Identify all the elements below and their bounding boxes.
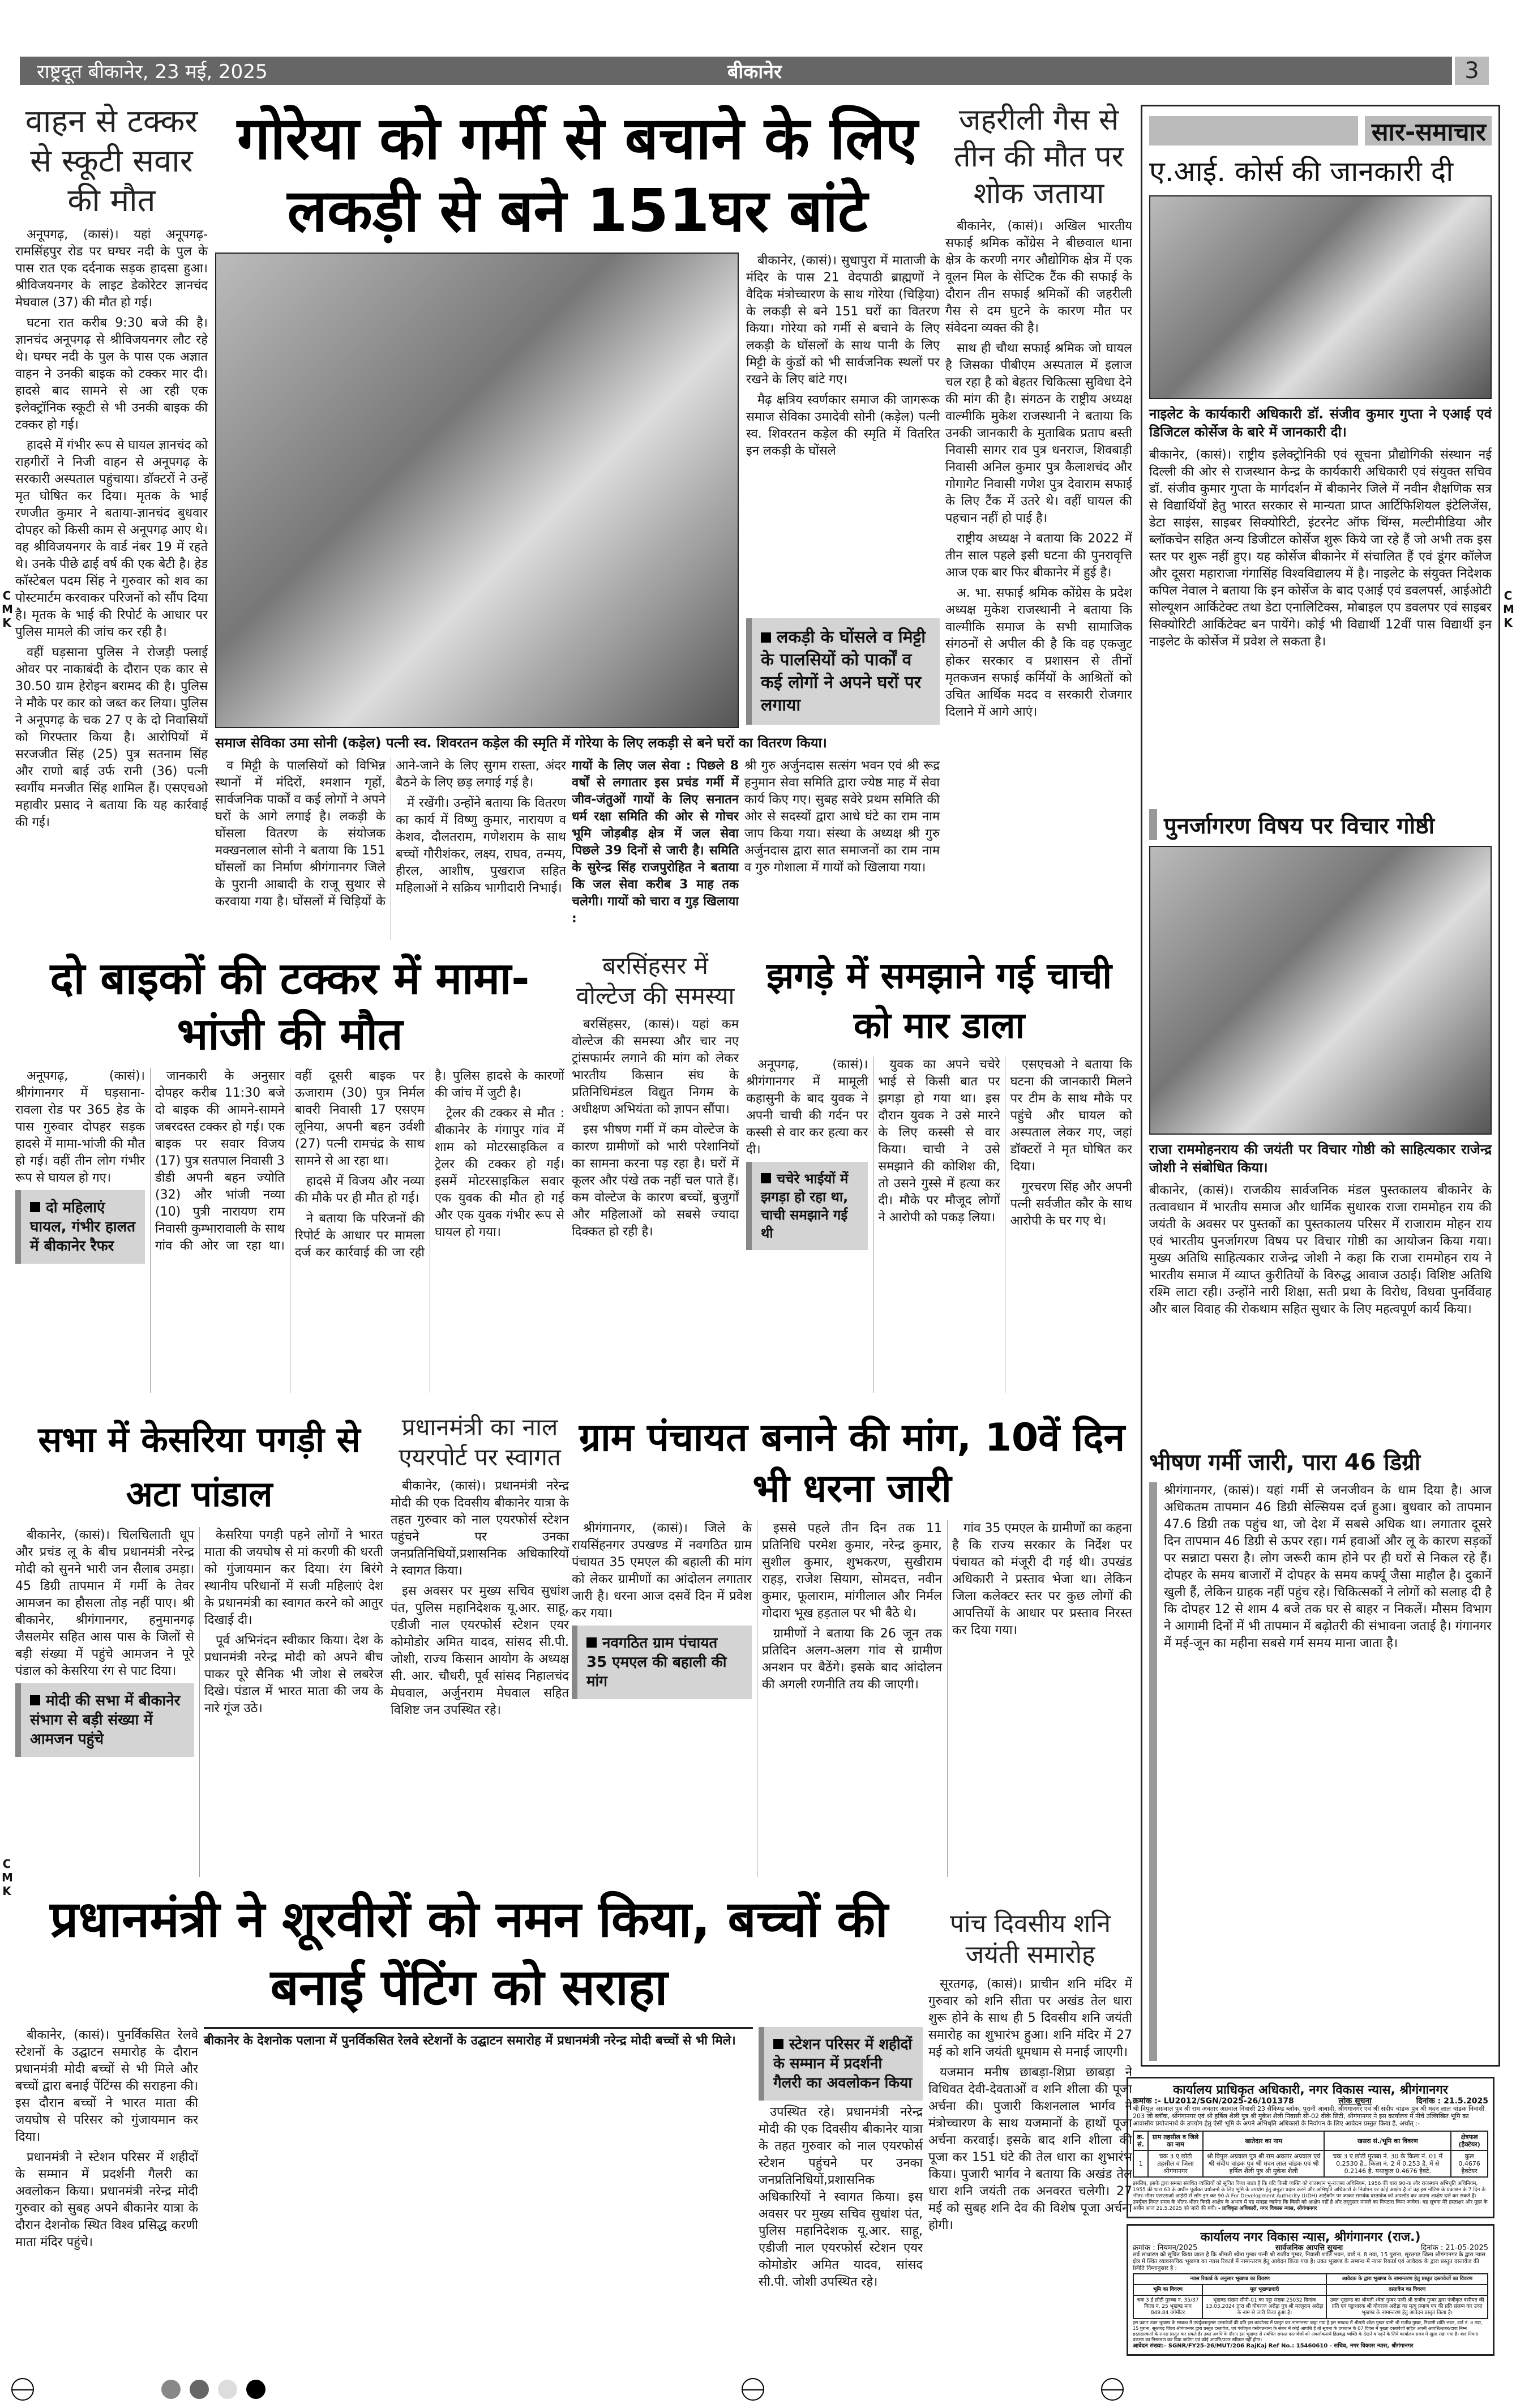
paragraph: इससे पहले तीन दिन तक 11 प्रतिनिधि परमेश कुमार, नरेन्द्र कुमार, सुशील कुमार, शुभकरण, सुखीराम राहड़, राजेश सियाग, सोमदत्त, नवीन कुमार, फूलाराम, मांगीलाल और निर्मल गोदारा भूख हड़ताल पर भी बैठे थे। (762, 1521, 942, 1620)
caption-ai-course: नाइलेट के कार्यकारी अधिकारी डॉ. संजीव कुमार गुप्ता ने एआई एवं डिजिटल कोर्सेज के बारे में जानकारी दी। (1149, 406, 1492, 440)
public-notice-objection (1127, 2224, 1494, 2356)
pm-body-row (15, 2027, 923, 2369)
paragraph: बीकानेर, (कासं)। सुधापुरा में माताजी के मंदिर के पास 21 वेदपाठी ब्राह्मणों ने वैदिक मंत्रोच्चारण के साथ गोरेया (चिड़िया) के लकड़ी से बने 151 घरों का वितरण किया। गोरेया को गर्मी से बचाने के लिए लकड़ी के घोंसलों के साथ पानी के लिए मिट्टी के कुंडों को भी सार्वजनिक स्थलों पर रखने के लिए बांटे गए। (746, 254, 940, 387)
story-bikes (15, 951, 564, 1393)
story-voltage (572, 951, 739, 1393)
page-number: 3 (1455, 57, 1489, 85)
registration-mark-icon (1101, 2378, 1124, 2401)
story-scooty (15, 102, 208, 940)
story-panchayat (572, 1413, 1132, 1877)
headline-shani: पांच दिवसीय शनि जयंती समारोह (950, 1909, 1111, 1969)
paragraph: बीकानेर, (कासं)। चिलचिलाती धूप और प्रचंड लू के बीच प्रधानमंत्री नरेन्द्र मोदी को सुनने भारी जन सैलाब उमड़ा। 45 डिग्री तापमान में गर्मी के तेवर आमजन का हौसला तोड़ नहीं पाए। श्री बीकानेर, श्रीगंगानगर, हनुमानगढ़ जैसलमेर सहित आस पास के जिलों से बड़ी संख्या में पहुंचे आमजन ने पूरे पंडाल को केसरिया रंग से पाट दिया। (15, 1528, 194, 1678)
paragraph: हादसे में विजय और नव्या की मौके पर ही मौत हो गई। (295, 1174, 425, 1205)
headline-seminar: पुनर्जागरण विषय पर विचार गोष्ठी (1149, 809, 1492, 840)
paragraph: बीकानेर, (कासं)। पुनर्विकसित रेलवे स्टेशनों के उद्घाटन समारोह के दौरान प्रधानमंत्री मोदी बच्चों से भी मिले और बच्चों द्वारा बनाई पेंटिंग्स की सराहना की। इस दौरान बच्चों ने भारत माता की जयघोष से परिसर को गुंजायमान कर दिया। (15, 2028, 198, 2144)
notice-title: कार्यालय प्राधिकृत अधिकारी, नगर विकास न्यास, श्रीगंगानगर (1173, 2083, 1448, 2097)
paragraph: इस भीषण गर्मी में कम वोल्टेज के कारण ग्रामीणों को भारी परेशानियों का सामना करना पड़ रहा है। घरों में कूलर और पंखे तक नहीं चल पाते हैं। कम वोल्टेज के कारण बच्चों, बुजुर्गों और महिलाओं को सबसे ज्यादा दिक्कत हो रही है। (572, 1123, 739, 1239)
paragraph: राष्ट्रीय अध्यक्ष ने बताया कि 2022 में तीन साल पहले इसी घटना की पुनरावृत्ति आज एक बार फिर बीकानेर में हुई है। (945, 532, 1132, 580)
table-row (1133, 2295, 1488, 2319)
notice-intro: सर्व साधारण को सूचित किया जाता है कि श्रीमती श्वेता गुम्बर पत्नी श्री राजीव गुम्बर, निवासी शांति भवन, वार्ड नं. 8 नया, 15 पुराना, सूरतगढ़ जिला श्रीगंगानगर के द्वारा न्यास क्षेत्र में स्थित व्यावसायिक भूखण्ड का न्यास रिकार्ड में नामान्तरण हेतु आवेदन किया गया है। उक्त भूखण्ड के सम्बन्ध में न्यास रिकार्ड एवं आवेदक के द्वारा प्रस्तुत दस्तावेज की स्थिति निम्नानुसार है : (1133, 2252, 1486, 2272)
table-header: खसरा सं./भूमि का विवरण (1324, 2131, 1451, 2150)
color-dot (246, 2380, 265, 2399)
notice-ref: क्रमांक :- LU2012/SGN/2025-26/101378 (1133, 2097, 1294, 2106)
highlight-text: नवगठित ग्राम पंचायत 35 एमएल की बहाली की मांग (586, 1635, 727, 1690)
story-pagdi-body (15, 1527, 383, 1877)
bullet-square-icon (761, 1173, 771, 1183)
caption-pm: बीकानेर के देशनोक पलाना में पुनर्विकसित रेलवे स्टेशनों के उद्घाटन समारोह में प्रधानमंत्री नरेन्द्र मोदी बच्चों से भी मिले। (204, 2034, 736, 2048)
color-mark-left: CMK (2, 589, 13, 630)
paragraph: मैढ़ क्षत्रिय स्वर्णकार समाज की जागरूक समाज सेविका उमादेवी सोनी (कड़ेल) पत्नी स्व. शिवरतन कड़ेल की स्मृति में वितरित इन लकड़ी के घोंसले (746, 393, 940, 458)
color-dot (161, 2380, 181, 2399)
story-aunt-body (746, 1057, 1132, 1393)
notice-footer: इस प्रकार उक्त भूखण्ड के सम्बन्ध में उपर्युक्तानुसार दस्तावेजों की प्रति इस कार्यालय में प्रस्तुत कर नामान्तरण चाहा गया है इस सम्बन्ध में श्रीमती श्वेता गुम्बर पत्नी श्री राजीव गुम्बर, निवासी शांति भवन, वार्ड नं. 8 नया, 15 पुराना, सूरतगढ़ जिला श्रीगंगानगर द्वारा प्रस्तुत दस्तावेज, एवं पंजीकृत वसीयतनामा के संबंध में कोई आपत्ति है तो सूचना के प्रकाशन के 07 दिवस में पुख्ता दस्तावेजों सहित अपनी आपत्ति/उजर/दावा निम्न हस्ताक्षरकर्ता के समक्ष प्रस्तुत कर सकते हैं। उक्त अवधि के दौरान इस भूखण्ड से संबंधित समस्त दस्तावेजों को अवलोकनार्थ हितबद्ध व्यक्ति के देखने व पढ़ने के लिये कार्यालय समय में खुला रखा गया है। बाद मियाद प्रकरण का निस्तारण कर दिया जावेगा एवं कोई आपत्ति/उजर स्वीकार नहीं होगा। (1133, 2320, 1483, 2342)
paragraph: अनूपगढ़, (कासं)। श्रीगंगानगर में घड़साना-रावला रोड पर 365 हेड के पास गुरुवार दोपहर सड़क हादसे में मामा-भांजी की मौत हो गई। वहीं तीन लोग गंभीर रूप से घायल हो गए। (15, 1069, 145, 1185)
registration-mark-icon (11, 2378, 34, 2401)
paragraph: बीकानेर, (कासं)। अखिल भारतीय सफाई श्रमिक कोंग्रेस ने बीछवाल थाना क्षेत्र के करणी नगर औद्योगिक क्षेत्र में एक वूलन मिल के सेप्टिक टैंक की सफाई के दौरान तीन सफाई श्रमिकों की जहरीली गैस से दम घुटने के कारण मौत पर संवेदना व्यक्त की है। (945, 219, 1132, 335)
cell: उक्त भूखण्ड का श्रीमती श्वेता गुम्बर पत्नी श्री राजीव गुम्बर द्वारा पंजीकृत वसीयत की प्रति एवं पट्टाधारक श्री योगराज अरोड़ा का मृत्यु प्रमाण पत्र की प्रति संलग्न कर उक्त भूखण्ड के नामान्तरण हेतु आवेदन प्रस्तुत किया है। (1326, 2295, 1488, 2319)
masthead-date: राष्ट्रदूत बीकानेर, 23 मई, 2025 (37, 61, 268, 83)
notice-footer: इसलिए, इसके द्वारा समस्त संबंधित व्यक्तियों को सूचित किया जाता है कि यदि किसी व्यक्ति को राजस्थान भू-राजस्व अधिनियम, 1956 की धारा 90-क और राजस्थान अभिधृति अधिनियम, 1955 की धारा 63 के अधीन पूर्वोक्त प्रयोजनों के लिए भूमि के उपयोग हेतु अनुज्ञा प्रदान करने और अभिधृति अधिकारों के निर्वापन पर कोई आक्षेप है तो वह इस नोटिस के प्रकाशन के 7 दिन के भीतर-भीतर एसएसओ आईडी से लॉग इन कर 90-A For Development Authority (UDH) आईकॉन पर जाकर समर्थक दस्तावेज को अपलोड कर अपना आक्षेप दर्ज कर सकते हैं। उपर्युक्त नियत समय के भीतर-भीतर किसी आक्षेप के अभाव में यह समझा जायेगा कि किसी को आक्षेप नहीं है और तद्नुसार मामले का निपटारा किया जायेगा। यह सूचना मेरे हस्ताक्षर और मुहर के अधीन आज 21.5.2025 को जारी की गयी। (1133, 2181, 1488, 2212)
photo-seminar (1149, 846, 1492, 1135)
story-scooty-body (15, 226, 208, 940)
highlight-text: मोदी की सभा में बीकानेर संभाग से बड़ी संख्या में आमजन पहुंचे (30, 1692, 181, 1748)
color-dot (190, 2380, 209, 2399)
paragraph: एसएचओ ने बताया कि घटना की जानकारी मिलने पर टीम के साथ मौके पर पहुंचे और घायल को अस्पताल लेकर गए, जहां डॉक्टरों ने मृत घोषित कर दिया। (1010, 1058, 1132, 1174)
highlight-text: दो महिलाएं घायल, गंभीर हालत में बीकानेर रैफर (30, 1199, 136, 1255)
caption-seminar: राजा राममोहनराय की जयंती पर विचार गोष्ठी को साहित्यकार राजेन्द्र जोशी ने संबोधित किया। (1149, 1141, 1492, 1175)
bullet-square-icon (30, 1695, 40, 1705)
section-title: सार-समाचार (1358, 114, 1486, 148)
paragraph: अनूपगढ़, (कासं)। श्रीगंगानगर में मामूली कहासुनी के बाद युवक ने अपनी चाची की गर्दन पर कस्सी से वार कर हत्या कर दी। (746, 1058, 868, 1157)
story-ai-body: बीकानेर, (कासं)। राष्ट्रीय इलेक्ट्रोनिकी एवं सूचना प्रौद्योगिकी संस्थान नई दिल्ली की ओर से राजस्थान केन्द्र के कार्यकारी अधिकारी एवं संयुक्त सचिव डॉ. संजीव कुमार गुप्ता के मार्गदर्शन में बीकानेर जिले में नवीन शैक्षणिक सत्र से विद्यार्थियों हेतु भारत सरकार से मान्यता प्राप्त आर्टिफिशियल इंटेलिजेंस, डेटा साइंस, साइबर सिक्योरिटी, इंटरनेट ऑफ थिंग्स, मल्टीमीडिया और ब्लॉकचेन सहित अन्य डिजीटल कोर्सेज शुरू किये जा रहे हैं जो अभी तक इस स्तर पर शुरू नहीं हुए। यह कोर्सेज बीकानेर में संचालित हैं एवं डूंगर कॉलेज और दूसरा महाराजा गंगासिंह विश्वविद्यालय में है। नाइलेट के संयुक्त निदेशक कपिल नेवाल ने बताया कि इन कोर्सेज के बाद एआई एवं डवलपर्स, आईओटी सोल्यूशन आर्किटेक्ट तथा डेटा एनालिटिक्स, मोबाइल एप डवलपर एवं साइबर सिक्योरिटी आर्किटेक्ट बन पायेंगे। कोई भी विद्यार्थी 12वीं पास विद्यार्थी इन नाइलेट के कोर्सेज में प्रवेश ले सकता है। (1149, 448, 1492, 649)
masthead-section: बीकानेर (727, 61, 782, 83)
bullet-square-icon (773, 2039, 783, 2049)
color-dot (218, 2380, 237, 2399)
paragraph: अ. भा. सफाई श्रमिक कोंग्रेस के प्रदेश अध्यक्ष मुकेश राजस्थानी ने बताया कि वाल्मीकि समाज के सभी सामाजिक संगठनों से अपील की है कि वह एकजुट होकर सरकार व प्रशासन से तीनों मृतकजन सफाई कर्मियों के आश्रितों को उचित आर्थिक मदद व सरकारी रोजगार दिलाने में आगे आएं। (945, 586, 1132, 719)
story-goreya (215, 102, 940, 940)
story-goreya-body (746, 253, 940, 615)
highlight-box-pagdi (15, 1683, 194, 1757)
story-water-service: गायों के लिए जल सेवा : पिछले 8 वर्षों से लगातार इस प्रचंड गर्मी में जीव-जंतुओं गायों के लिए सनातन धर्म रक्षा समिति की ओर से गोचर भूमि जोड़बीड़ क्षेत्र में जल सेवा पिछले 39 दिनों से जारी है। समिति के सुरेन्द्र सिंह राजपुरोहित ने बताया कि जल सेवा करीब 3 माह तक चलेगी। गायों को चारा व गुड़ खिलाया : (572, 759, 739, 926)
story-gas-body (945, 218, 1132, 940)
notice-sign: - प्राधिकृत अधिकारी, नगर विकास न्यास, श्रीगंगानगर (1218, 2206, 1317, 2212)
cell: 1 (1133, 2150, 1148, 2177)
notices-column (1127, 2077, 1494, 2356)
headline-bikes: दो बाइकों की टक्कर में मामा-भांजी की मौत (50, 953, 530, 1060)
headline-scooty: वाहन से टक्कर से स्कूटी सवार की मौत (25, 103, 198, 219)
table-header: दस्तावेज का विवरण (1326, 2285, 1488, 2295)
story-pm-body (15, 2027, 198, 2369)
notice-intro: श्री विपुल अग्रवाल पुत्र श्री राम अवतार अग्रवाल निवासी 23 सैकिण्ड ब्लॉक, पुरानी आबादी, श्रीगंगानगर एवं श्री संदीप चांडक पुत्र श्री मदन लाल चांडक निवासी 203 जी ब्लॉक, श्रीगंगानगर एवं श्री हर्षिल शैली पुत्र श्री मुकेश शैली निवासी सी-02 वीके सिटी, श्रीगंगानगर ने इस कार्यालय में नीचे उल्लिखित भूमि का आवासीय प्रयोजनार्थ के उपयोग हेतु ऐसी भूमि के अपने अभिधृति अधिकारों के निर्वापन के लिए आवेदन प्रस्तुत किया है, अर्थात् :- (1133, 2105, 1485, 2127)
notice-ref: क्रमांक : नियमन/2025 (1133, 2244, 1198, 2252)
pm-side-column (759, 2027, 923, 2369)
highlight-box-panchayat (572, 1626, 752, 1699)
photo-goreya-distribution (215, 253, 739, 728)
table-header: खातेदार का नाम (1203, 2131, 1325, 2150)
notice-table (1133, 2131, 1488, 2178)
story-aunt (746, 951, 1132, 1393)
sidebar-content (1149, 116, 1492, 2061)
story-heat-body: श्रीगंगानगर, (कासं)। यहां गर्मी से जनजीवन के धाम दिया है। आज अधिकतम तापमान 46 डिग्री सेल्सियस दर्ज हुआ। बुधवार को तापमान 47.6 डिग्री तक पहुंच था, जो देश में सबसे अधिक था। लगातार दूसरे दिन तापमान 46 डिग्री से ऊपर रहा। गर्म हवाओं और लू के कारण सड़कों पर सन्नाटा पसरा है। लोग जरूरी काम होने पर ही घरों से निकल रहे हैं। दोपहर के समय बाजारों में दोपहर के समय कर्फ्यू जैसा माहौल है। दुकानें खुली हैं, लेकिन ग्राहक नहीं पहुंच रहे। चिकित्सकों ने लोगों को सलाह दी है कि दोपहर 12 से शाम 4 बजे तक घर से बाहर न निकलें। मौसम विभाग ने आगामी दिनों में भी तापमान में बढ़ोतरी की संभावना जताई है। गंगानगर में मई-जून का महीना सबसे गर्म समय माना जाता है। (1149, 1482, 1492, 2061)
table-header: मूल भूखण्डधारी (1202, 2285, 1326, 2295)
cell: चक 3 ए छोटी तहसील व जिला श्रीगंगानगर (1148, 2150, 1203, 2177)
highlight-text: स्टेशन परिसर में शहीदों के सम्मान में प्रदर्शनी गैलरी का अवलोकन किया (773, 2036, 913, 2092)
color-mark-left-lower: CMK (2, 1857, 13, 1898)
highlight-box-pm (759, 2027, 923, 2101)
notice-date: दिनांक : 21.5.2025 (1416, 2097, 1488, 2106)
photo-ai-course (1149, 195, 1492, 399)
headline-gas: जहरीली गैस से तीन की मौत पर शोक जताया (954, 103, 1124, 211)
table-header: क्र. सं. (1133, 2131, 1148, 2150)
story-shani (928, 1908, 1132, 2369)
bullet-square-icon (761, 632, 771, 643)
paragraph: प्रधानमंत्री ने स्टेशन परिसर में शहीदों के सम्मान में प्रदर्शनी गैलरी का अवलोकन किया। प्रधानमंत्री नरेन्द्र मोदी गुरुवार को सुबह अपने बीकानेर यात्रा के दौरान देशनोक स्थित विश्व प्रसिद्ध करणी माता मंदिर पहुंचे। (15, 2150, 198, 2249)
notice-table (1133, 2273, 1488, 2319)
paragraph: श्रीगंगानगर, (कासं)। जिले के रायसिंहनगर उपखण्ड में नवगठित ग्राम पंचायत 35 एमएल की बहाली की मांग को लेकर ग्रामीणों का आंदोलन लगातार जारी है। धरना आज दसवें दिन में प्रवेश कर गया। (572, 1521, 752, 1620)
paragraph: साथ ही चौथा सफाई श्रमिक जो घायल है जिसका पीबीएम अस्पताल में इलाज चल रहा है को बेहतर चिकित्सा सुविधा देने की मांग की है। संगठन के राष्ट्रीय अध्यक्ष वाल्मीकि मुकेश राजस्थानी ने बताया कि उनकी जानकारी के मुताबिक प्रताप बस्ती निवासी सागर राव पुत्र धनराज, शिवबाड़ी निवासी अनिल कुमार पुत्र कैलाशचंद और गोगागेट निवासी गणेश पुत्र देवाराम सफाई के लिए टैंक में उतरे थे। वहीं घायल की पहचान नहीं हो पाई है। (945, 341, 1132, 525)
highlight-text: चचेरे भाईयों में झगड़ा हो रहा था, चाची समझाने गई थी (761, 1171, 849, 1241)
cell: श्री विपुल अग्रवाल पुत्र श्री राम अवतार अग्रवाल एवं श्री संदीप चांडक पुत्र श्री मदन लाल चांडक एवं श्री हर्षिल शैली पुत्र श्री मुकेश शैली (1203, 2150, 1325, 2177)
paragraph: यजमान मनीष छाबड़ा-शिप्रा छाबड़ा ने विधिवत देवी-देवताओं व शनि शीला की पूजा अर्चना की। पुजारी किशनलाल भार्गव ने मंत्रोच्चारण के साथ यजमानों के हाथों पूजा अर्चना करवाई। इसके बाद शनि शीला की पूजा कर 151 घंटे की तेल धारा का शुभारंभ किया। पुजारी भार्गव ने बताया कि अखंड तेल धारा शनि जयंती तक अनवरत चलेगी। 27 मई को सुबह शनि देव की विशेष पूजा अर्चना होगी। (928, 2065, 1132, 2232)
paragraph: ट्रेलर की टक्कर से मौत : बीकानेर के गंगापुर गांव में शाम को मोटरसाइकिल व ट्रेलर की टक्कर हो गई। इसमें मोटरसाइकिल सवार एक युवक की मौत हो गई और एक युवक गंभीर रूप से घायल हो गया। (435, 1106, 564, 1239)
headline-goreya: गोरेया को गर्मी से बचाने के लिए लकड़ी से बने 151घर बांटे (237, 104, 918, 245)
bullet-square-icon (30, 1202, 40, 1212)
headline-panchayat: ग्राम पंचायत बनाने की मांग, 10वें दिन भी धरना जारी (579, 1415, 1125, 1511)
highlight-box-aunt (746, 1162, 868, 1250)
cell: भूखण्ड संख्या सीपी-01 का पट्टा संख्या 25032 दिनांक 13.03.2024 द्वारा श्री योगराज अरोड़ा पुत्र श्री मल्लूराम अरोड़ा के नाम से जारी किया हुआ है। (1202, 2295, 1326, 2319)
registration-mark-icon (742, 2378, 764, 2401)
headline-airport: प्रधानमंत्री का नाल एयरपोर्ट पर स्वागत (399, 1413, 561, 1471)
paragraph: वहीं घड़साना पुलिस ने रोजड़ी फ्लाई ओवर पर नाकाबंदी के दौरान एक कार से 30.50 ग्राम हेरोइन बरामद की है। पुलिस ने मौके पर कार को जब्त कर लिया। पुलिस ने अनूपगढ़ के चक 27 ए के दो निवासियों को गिरफ्तार किया है। आरोपियों में सरजजीत सिंह (25) पुत्र सतनाम सिंह और राणो बाई उर्फ रानी (36) पत्नी स्वर्गीय मनजीत सिंह शामिल हैं। एसएचओ महावीर प्रसाद ने बताया कि यह कार्रवाई की गई। (15, 645, 208, 829)
story-airport (391, 1413, 569, 1877)
paragraph: व मिट्टी के पालसियों को विभिन्न स्थानों में मंदिरों, श्मशान गृहों, सार्वजनिक पार्कों व कई लोगों ने अपने घरों के आगे लगाई है। लकड़ी के घोंसला वितरण के संयोजक मक्खनलाल सोनी ने बताया कि 151 घोंसलों का निर्माण श्रीगंगानगर जिले के पुरानी आबादी के राजू सुथार से करवाया गया है। घोंसलों में चिड़ियों के आने-जाने के लिए सुगम रास्ता, अंदर बैठने के लिए छड़ लगाई गई है। (215, 759, 566, 909)
highlight-box-goreya (746, 618, 940, 725)
public-notice-trust (1127, 2077, 1494, 2218)
paragraph: जानकारी के अनुसार दोपहर करीब 11:30 बजे दो बाइक की आमने-सामने जबरदस्त टक्कर हो गई। एक बाइक पर सवार विजय (17) पुत्र सतपाल निवासी 3 डीडी अपनी बहन ज्योति (32) और भांजी नव्या (10) पुत्री नारायण राम निवासी कुम्भारावाली के साथ गांव की ओर जा रहा था। वहीं दूसरी बाइक पर ऊजाराम (30) पुत्र निर्मल बावरी निवासी 17 एसएम लूनिया, अपनी बहन उर्वशी (27) पत्नी रामचंद्र के साथ सामने से आ रहा था। (155, 1069, 425, 1253)
cell: चक 3 ए छोटी मुरब्बा नं. 30 के किला नं. 01 में 0.2530 है., किला नं. 2 में 0.253 है. में से 0.2146 है. यथाकुल 0.4676 हैक्टे. (1324, 2150, 1451, 2177)
table-header: भूमि का विवरण (1133, 2285, 1202, 2295)
notice-ref-line: आवेदन संख्या:- SGNR/FY25-26/MUT/206 RajKaj Ref No.: 15460610 - सचिव, नगर विकास न्यास, श्रीगंगानगर (1133, 2343, 1414, 2349)
table-header: न्यास रिकार्ड के अनुसार भूखण्ड का विवरण (1133, 2274, 1326, 2285)
headline-voltage: बरसिंहसर में वोल्टेज की समस्या (576, 952, 735, 1010)
paragraph: ग्रामीणों ने बताया कि 26 जून तक प्रतिदिन अलग-अलग गांव से ग्रामीण अनशन पर बैठेंगे। इसके बाद आंदोलन की अगली रणनीति तय की जाएगी। (762, 1627, 942, 1692)
photo-pm-children (204, 2027, 753, 2029)
story-shani-body (928, 1976, 1132, 2369)
paragraph: गुरचरण सिंह और अपनी पत्नी सर्वजीत कौर के साथ आरोपी के घर गए थे। (1010, 1180, 1132, 1228)
goreya-lower-row (215, 758, 940, 940)
table-row (1133, 2150, 1488, 2177)
story-seminar-body: बीकानेर, (कासं)। राजकीय सार्वजनिक मंडल पुस्तकालय बीकानेर के तत्वावधान में भारतीय समाज और धार्मिक सुधारक राजा राममोहन राय की जयंती के अवसर पर पुस्तकों का पुस्तकालय परिसर में राजाराम मोहन राय एवं भारतीय पुनर्जागरण विषय पर विचार गोष्ठी का आयोजन किया गया। मुख्य अतिथि साहित्यकार राजेन्द्र जोशी ने कहा कि राजा राममोहन राय ने भारतीय समाज में व्याप्त कुरीतियों के विरुद्ध आवाज उठाई। विशिष्ट अतिथि रश्मि लाटा रही। उन्होंने नारी शिक्षा, सती प्रथा के विरोध, विधवा पुनर्विवाह और बाल विवाह की रोकथाम सहित सुधार के लिए महत्वपूर्ण कार्य किया। (1149, 1183, 1492, 1316)
highlight-box-bikes (15, 1190, 145, 1264)
story-airport-body (391, 1478, 569, 1877)
headline-aunt: झगड़े में समझाने गई चाची को मार डाला (766, 955, 1112, 1047)
color-mark-right: CMK (1503, 589, 1514, 630)
paragraph: युवक का अपने चचेरे भाई से किसी बात पर झगड़ा हो गया था। इस दौरान युवक ने उसे मारने के लिए कस्सी से वार किया। चाची ने उसे समझाने की कोशिश की, तो उसने गुस्से में हत्या कर दी। मौके पर मौजूद लोगों ने आरोपी को पकड़ लिया। (878, 1058, 1000, 1225)
masthead-bar (20, 57, 1452, 85)
cell: कुल 0.4676 हैक्टेयर (1451, 2150, 1488, 2177)
story-gas (945, 102, 1132, 940)
headline-heat: भीषण गर्मी जारी, पारा 46 डिग्री (1149, 1449, 1421, 1475)
story-guru-service: श्री गुरु अर्जुनदास सत्संग भवन एवं श्री रूद्र हनुमान सेवा समिति द्वारा ज्येष्ठ माह में सेवा कार्य किए गए। सुबह सवेरे प्रथम समिति की ओर से सदस्यों द्वारा आधे घंटे का राम नाम जाप किया गया। संस्था के अध्यक्ष श्री गुरु अर्जुनदास द्वारा सात समाजनों का राम नाम व गुरु गोशाला में गायों को खिलाया गया। (744, 759, 940, 875)
paragraph: उपस्थित रहे। प्रधानमंत्री नरेन्द्र मोदी की एक दिवसीय बीकानेर यात्रा के तहत गुरुवार को नाल एयरफोर्स स्टेशन पहुंचने पर उनका जनप्रतिनिधियों,प्रशासनिक अधिकारियों ने स्वागत किया। इस अवसर पर मुख्य सचिव सुधांश पंत, पुलिस महानिदेशक यू.आर. साहू, एडीजी नाल एयरफोर्स स्टेशन एयर कोमोडोर अमित यादव, सांसद सी.पी. जोशी उपस्थित रहे। (759, 2105, 923, 2289)
headline-ai-course: ए.आई. कोर्स की जानकारी दी (1149, 155, 1454, 188)
paragraph: इस अवसर पर मुख्य सचिव सुधांश पंत, पुलिस महानिदेशक यू.आर. साहू, एडीजी नाल एयरफोर्स स्टेशन एयर कोमोडोर अमित यादव, सांसद सी.पी. जोशी, राज्य किसान आयोग के अध्यक्ष सी. आर. चौधरी, पूर्व सांसद निहालचंद मेघवाल, अर्जुनराम मेघवाल सहित विशिष्ट जन उपस्थित रहे। (391, 1584, 569, 1717)
notice-type: लोक सूचना (1338, 2097, 1372, 2106)
paragraph: अनूपगढ़, (कासं)। यहां अनूपगढ़-रामसिंहपुर रोड पर घग्घर नदी के पुल के पास रात एक दर्दनाक सड़क हादसा हुआ। श्रीविजयनगर के लाइट डेकोरेटर ज्ञानचंद मेघवाल (37) की मौत हो गई। (15, 228, 208, 310)
cell: चक 3 ई छोटी मुरब्बा नं. 35/37 किला नं. 25 भूखण्ड माप 849.84 वर्गमीटर (1133, 2295, 1202, 2319)
paragraph: हादसे में गंभीर रूप से घायल ज्ञानचंद को राहगीरों ने निजी वाहन से अनूपगढ़ के सरकारी अस्पताल पहुंचाया। डॉक्टरों ने उन्हें मृत घोषित कर दिया। मृतक के भाई रणजीत कुमार ने बताया-ज्ञानचंद बुधवार दोपहर को किसी काम से अनूपगढ़ आए थे। वह श्रीविजयनगर के वार्ड नंबर 19 में रहते थे। उनके पीछे ढाई वर्ष की एक बेटी है। हेड कॉस्टेबल पदम सिंह ने गुरुवार को शव का पोस्टमार्टम करवाकर परिजनों को सौंप दिया है। मृतक के भाई की रिपोर्ट के आधार पर पुलिस मामले की जांच कर रही है। (15, 438, 208, 639)
story-pm-body2 (759, 2104, 923, 2369)
section-band (1149, 116, 1492, 146)
table-header: ग्राम तहसील व जिले का नाम (1148, 2131, 1203, 2150)
paragraph: ने बताया कि परिजनों की रिपोर्ट के आधार पर मामला दर्ज कर कार्रवाई की जा रही है। पुलिस हादसे के कारणों की जांच में जुटी है। (295, 1069, 564, 1260)
goreya-photo-row (215, 253, 940, 728)
pm-photo-column (204, 2027, 753, 2369)
table-header: क्षेत्रफल (हैक्टेयर) (1451, 2131, 1488, 2150)
story-pm (15, 1885, 923, 2369)
headline-pagdi: सभा में केसरिया पगड़ी से अटा पांडाल (38, 1419, 361, 1515)
story-goreya-body2 (215, 758, 566, 940)
goreya-side-column (746, 253, 940, 728)
story-pagdi (15, 1413, 383, 1877)
table-header: आवेदक के द्वारा भूखण्ड के नामान्तरण हेतु प्रस्तुत दस्तावेजों का विवरण (1326, 2274, 1488, 2285)
highlight-text: लकड़ी के घोंसले व मिट्टी के पालसियों को पार्कों व कई लोगों ने अपने घरों पर लगाया (761, 627, 926, 715)
paragraph: गांव 35 एमएल के ग्रामीणों का कहना है कि राज्य सरकार के निर्देश पर पंचायत को मंजूरी दी गई थी। उपखंड अधिकारी ने प्रस्ताव भेजा था। लेकिन जिला कलेक्टर स्तर पर कुछ लोगों की आपत्तियों के आधार पर प्रस्ताव निरस्त कर दिया गया। (952, 1521, 1132, 1637)
story-panchayat-body (572, 1520, 1132, 1877)
headline-pm: प्रधानमंत्री ने शूरवीरों को नमन किया, बच्चों की बनाई पेंटिंग को सराहा (50, 1890, 888, 2016)
notice-type: सार्वजनिक आपत्ति सूचना (1275, 2244, 1343, 2252)
paragraph: बीकानेर, (कासं)। प्रधानमंत्री नरेन्द्र मोदी की एक दिवसीय बीकानेर यात्रा के तहत गुरुवार को नाल एयरफोर्स स्टेशन पहुंचने पर उनका जनप्रतिनिधियों,प्रशासनिक अधिकारियों ने स्वागत किया। (391, 1479, 569, 1578)
notice-title: कार्यालय नगर विकास न्यास, श्रीगंगानगर (राज.) (1200, 2230, 1421, 2244)
paragraph: केसरिया पगड़ी पहने लोगों ने भारत माता की जयघोष से मां करणी की धरती को गुंजायमान कर दिया। रंग बिरंगे स्थानीय परिधानों में सजी महिलाएं देश के प्रधानमंत्री का स्वागत करने को आतुर दिखाई दी। (204, 1528, 383, 1627)
paragraph: सूरतगढ़, (कासं)। प्राचीन शनि मंदिर में गुरुवार को शनि सीता पर अखंड तेल धारा शुरू होने के साथ ही 5 दिवसीय शनि जयंती समारोह का शुभारंभ हुआ। शनि मंदिर में 27 मई को शनि जयंती धूमधाम से मनाई जाएगी। (928, 1977, 1132, 2059)
caption-goreya: समाज सेविका उमा सोनी (कड़ेल) पत्नी स्व. शिवरतन कड़ेल की स्मृति में गोरेया के लिए लकड़ी से बने घरों का वितरण किया। (215, 735, 827, 751)
story-voltage-body (572, 1016, 739, 1393)
paragraph: पूर्व अभिनंदन स्वीकार किया। देश के प्रधानमंत्री नरेन्द्र मोदी को अपने बीच पाकर पूरे सैनिक भी जोश से लबरेज दिखे। पंडाल में भारत माता की जय के नारे गूंज उठे। (204, 1633, 383, 1716)
bullet-square-icon (586, 1637, 597, 1648)
paragraph: घटना रात करीब 9:30 बजे की है। ज्ञानचंद अनूपगढ़ से श्रीविजयनगर लौट रहे थे। घग्घर नदी के पुल के पास एक अज्ञात वाहन ने उनकी बाइक को टक्कर मार दी। हादसे बाद सामने से आ रही एक इलेक्ट्रॉनिक स्कूटी से भी उनकी बाइक की टक्कर हो गई। (15, 316, 208, 432)
story-bikes-body (15, 1068, 564, 1393)
notice-date: दिनांक : 21-05-2025 (1420, 2244, 1488, 2252)
paragraph: में रखेंगी। उन्होंने बताया कि वितरण का कार्य में विष्णु कुमार, नारायण व केशव, दौलतराम, गणेशराम के साथ बच्चों गौरीशंकर, लक्ष्य, राघव, तन्मय, हीरल, आशीष, पुखराज सहित महिलाओं ने सक्रिय भागीदारी निभाई। (396, 796, 566, 895)
paragraph: बरसिंहसर, (कासं)। यहां कम वोल्टेज की समस्या और चार नए ट्रांसफार्मर लगाने की मांग को लेकर भारतीय किसान संघ के प्रतिनिधिमंडल विद्युत निगम के अधीक्षण अभियंता को ज्ञापन सौंपा। (572, 1017, 739, 1117)
